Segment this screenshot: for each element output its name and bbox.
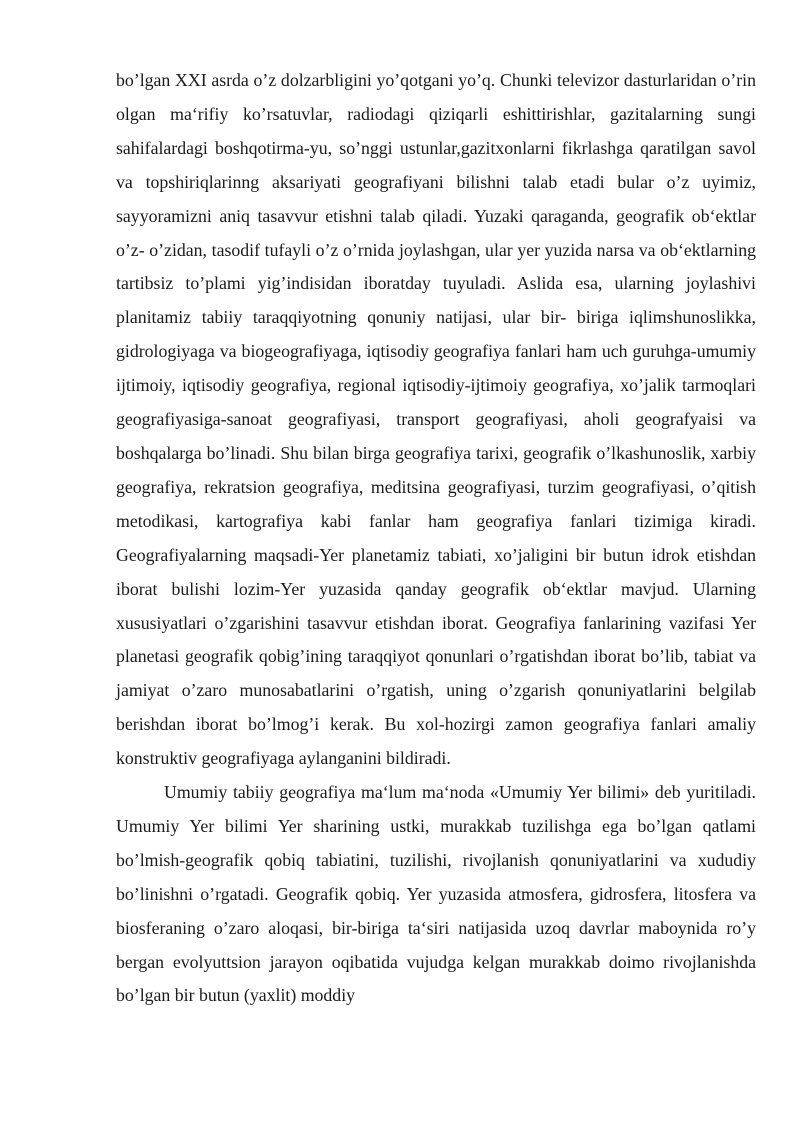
document-page	[116, 64, 756, 1013]
paragraph-continuation: bo’lgan XXI asrda o’z dolzarbligini yo’qotgani yo’q. Chunki televizor dasturlaridan o’rin olgan ma‘rifiy ko’rsatuvlar, radiodagi qiziqarli eshittirishlar, gazitalarning sungi sahifalardagi boshqotirma-yu, so’nggi ustunlar,gazitxonlarni fikrlashga qaratilgan savol va topshiriqlarinng aksariyati geografiyani bilishni talab etadi bular o’z uyimiz, sayyoramizni aniq tasavvur etishni talab qiladi. Yuzaki qaraganda, geografik ob‘ektlar o’z- o’zidan, tasodif tufayli o’z o’rnida joylashgan, ular yer yuzida narsa va ob‘ektlarning tartibsiz to’plami yig’indisidan iboratday tuyuladi. Aslida esa, ularning joylashivi planitamiz tabiiy taraqqiyotning qonuniy natijasi, ular bir- biriga iqlimshunoslikka, gidrologiyaga va biogeografiyaga, iqtisodiy geografiya fanlari ham uch guruhga-umumiy ijtimoiy, iqtisodiy geografiya, regional iqtisodiy-ijtimoiy geografiya, xo’jalik tarmoqlari geografiyasiga-sanoat geografiyasi, transport geografiyasi, aholi geografyaisi va boshqalarga bo’linadi. Shu bilan birga geografiya tarixi, geografik o’lkashunoslik, xarbiy geografiya, rekratsion geografiya, meditsina geografiyasi, turzim geografiyasi, o’qitish metodikasi, kartografiya kabi fanlar ham geografiya fanlari tizimiga kiradi. Geografiyalarning maqsadi-Yer planetamiz tabiati, xo’jaligini bir butun idrok etishdan iborat bulishi lozim-Yer yuzasida qanday geografik ob‘ektlar mavjud. Ularning xususiyatlari o’zgarishini tasavvur etishdan iborat. Geografiya fanlarining vazifasi Yer planetasi geografik qobig’ining taraqqiyot qonunlari o’rgatishdan iborat bo’lib, tabiat va jamiyat o’zaro munosabatlarini o’rgatish, uning o’zgarish qonuniyatlarini belgilab berishdan iborat bo’lmog’i kerak. Bu xol-hozirgi zamon geografiya fanlari amaliy konstruktiv geografiyaga aylanganini bildiradi.	[116, 70, 756, 769]
paragraph-umumiy-tabiiy-geografiya: Umumiy tabiiy geografiya ma‘lum ma‘noda «Umumiy Yer bilimi» deb yuritiladi. Umumiy Yer bilimi Yer sharining ustki, murakkab tuzilishga ega bo’lgan qatlami bo’lmish-geografik qobiq tabiatini, tuzilishi, rivojlanish qonuniyatlarini va xududiy bo’linishni o’rgatadi. Geografik qobiq. Yer yuzasida atmosfera, gidrosfera, litosfera va biosferaning o’zaro aloqasi, bir-biriga ta‘siri natijasida uzoq davrlar maboynida ro’y bergan evolyuttsion jarayon oqibatida vujudga kelgan murakkab doimo rivojlanishda bo’lgan bir butun (yaxlit) moddiy	[116, 782, 756, 1006]
